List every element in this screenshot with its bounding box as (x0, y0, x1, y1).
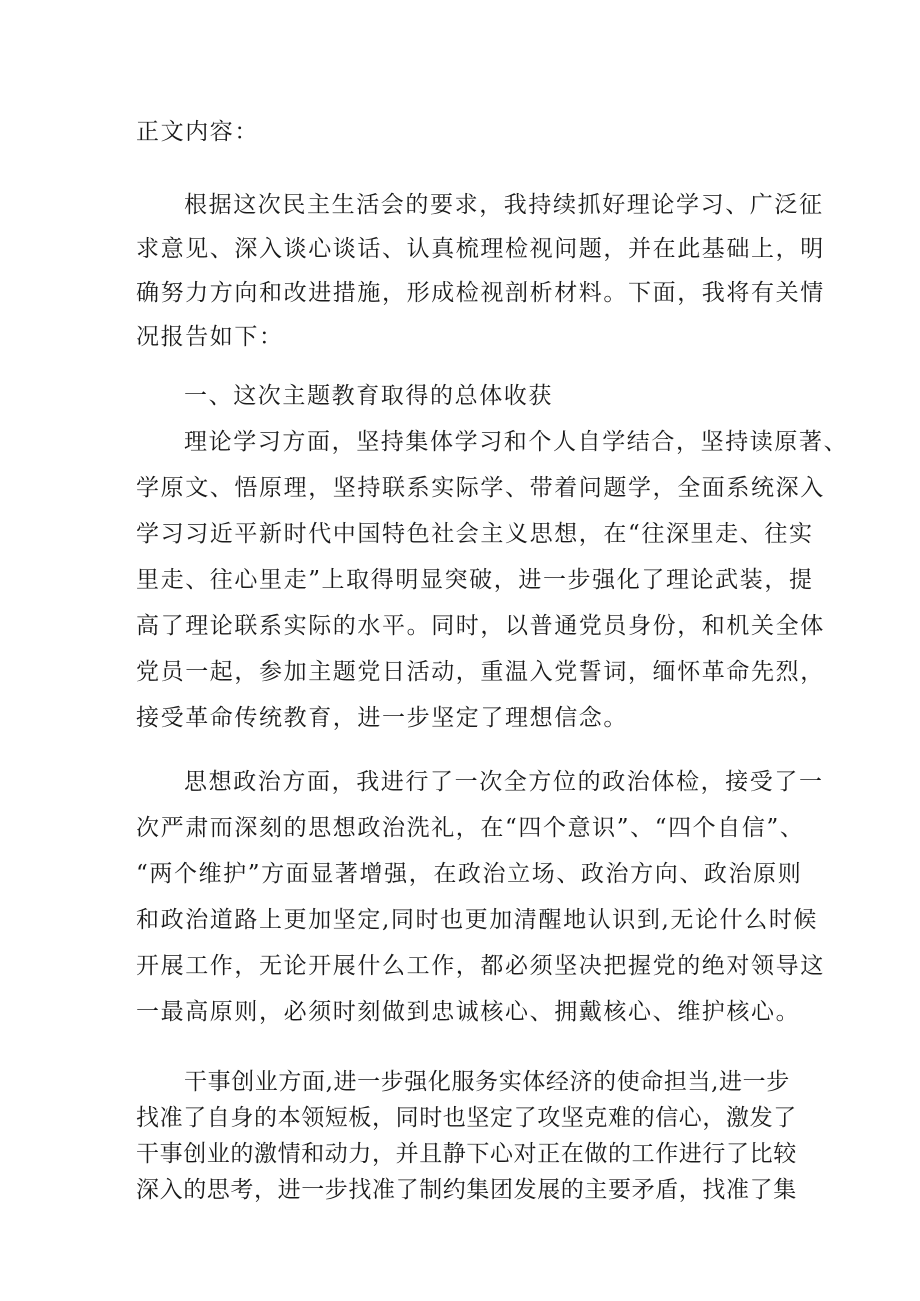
paragraph-line: 学习习近平新时代中国特色社会主义思想，在“往深里走、往实 (136, 521, 814, 547)
paragraph-line: 理论学习方面，坚持集体学习和个人自学结合，坚持读原著、 (184, 429, 849, 455)
paragraph-line: 根据这次民主生活会的要求，我持续抓好理论学习、广泛征 (184, 192, 824, 218)
paragraph-line: 接受革命传统教育，进一步坚定了理想信念。 (136, 705, 628, 731)
paragraph-line: 况报告如下： (136, 324, 284, 350)
paragraph-line: 求意见、深入谈心谈话、认真梳理检视问题，并在此基础上，明 (136, 236, 825, 262)
paragraph-line: 高了理论联系实际的水平。同时，以普通党员身份，和机关全体 (136, 613, 825, 639)
paragraph-line: 学原文、悟原理，坚持联系实际学、带着问题学，全面系统深入 (136, 475, 825, 501)
paragraph-line: “两个维护”方面显著增强，在政治立场、政治方向、政治原则 (136, 861, 803, 887)
paragraph-line: 找准了自身的本领短板，同时也坚定了攻坚克难的信心，激发了 (136, 1105, 797, 1131)
paragraph-line: 深入的思考，进一步找准了制约集团发展的主要矛盾，找准了集 (136, 1177, 797, 1203)
paragraph-line: 开展工作，无论开展什么工作，都必须坚决把握党的绝对领导这 (136, 953, 825, 979)
paragraph-line: 次严肃而深刻的思想政治洗礼，在“四个意识”、“四个自信”、 (136, 815, 805, 841)
paragraph-line: 干事创业方面,进一步强化服务实体经济的使命担当,进一步 (184, 1069, 790, 1095)
paragraph-line: 干事创业的激情和动力，并且静下心对正在做的工作进行了比较 (136, 1141, 797, 1167)
paragraph-line: 里走、往心里走”上取得明显突破，进一步强化了理论武装，提 (136, 567, 814, 593)
paragraph-line: 党员一起，参加主题党日活动，重温入党誓词，缅怀革命先烈， (136, 659, 825, 685)
paragraph-line: 确努力方向和改进措施，形成检视剖析材料。下面，我将有关情 (136, 280, 825, 306)
section-title: 一、这次主题教育取得的总体收获 (184, 383, 553, 409)
paragraph-line: 和政治道路上更加坚定,同时也更加清醒地认识到,无论什么时候 (136, 907, 819, 933)
paragraph-line: 思想政治方面，我进行了一次全方位的政治体检，接受了一 (184, 769, 824, 795)
paragraph-line: 一最高原则，必须时刻做到忠诚核心、拥戴核心、维护核心。 (136, 999, 801, 1025)
section-heading: 正文内容： (136, 119, 259, 145)
